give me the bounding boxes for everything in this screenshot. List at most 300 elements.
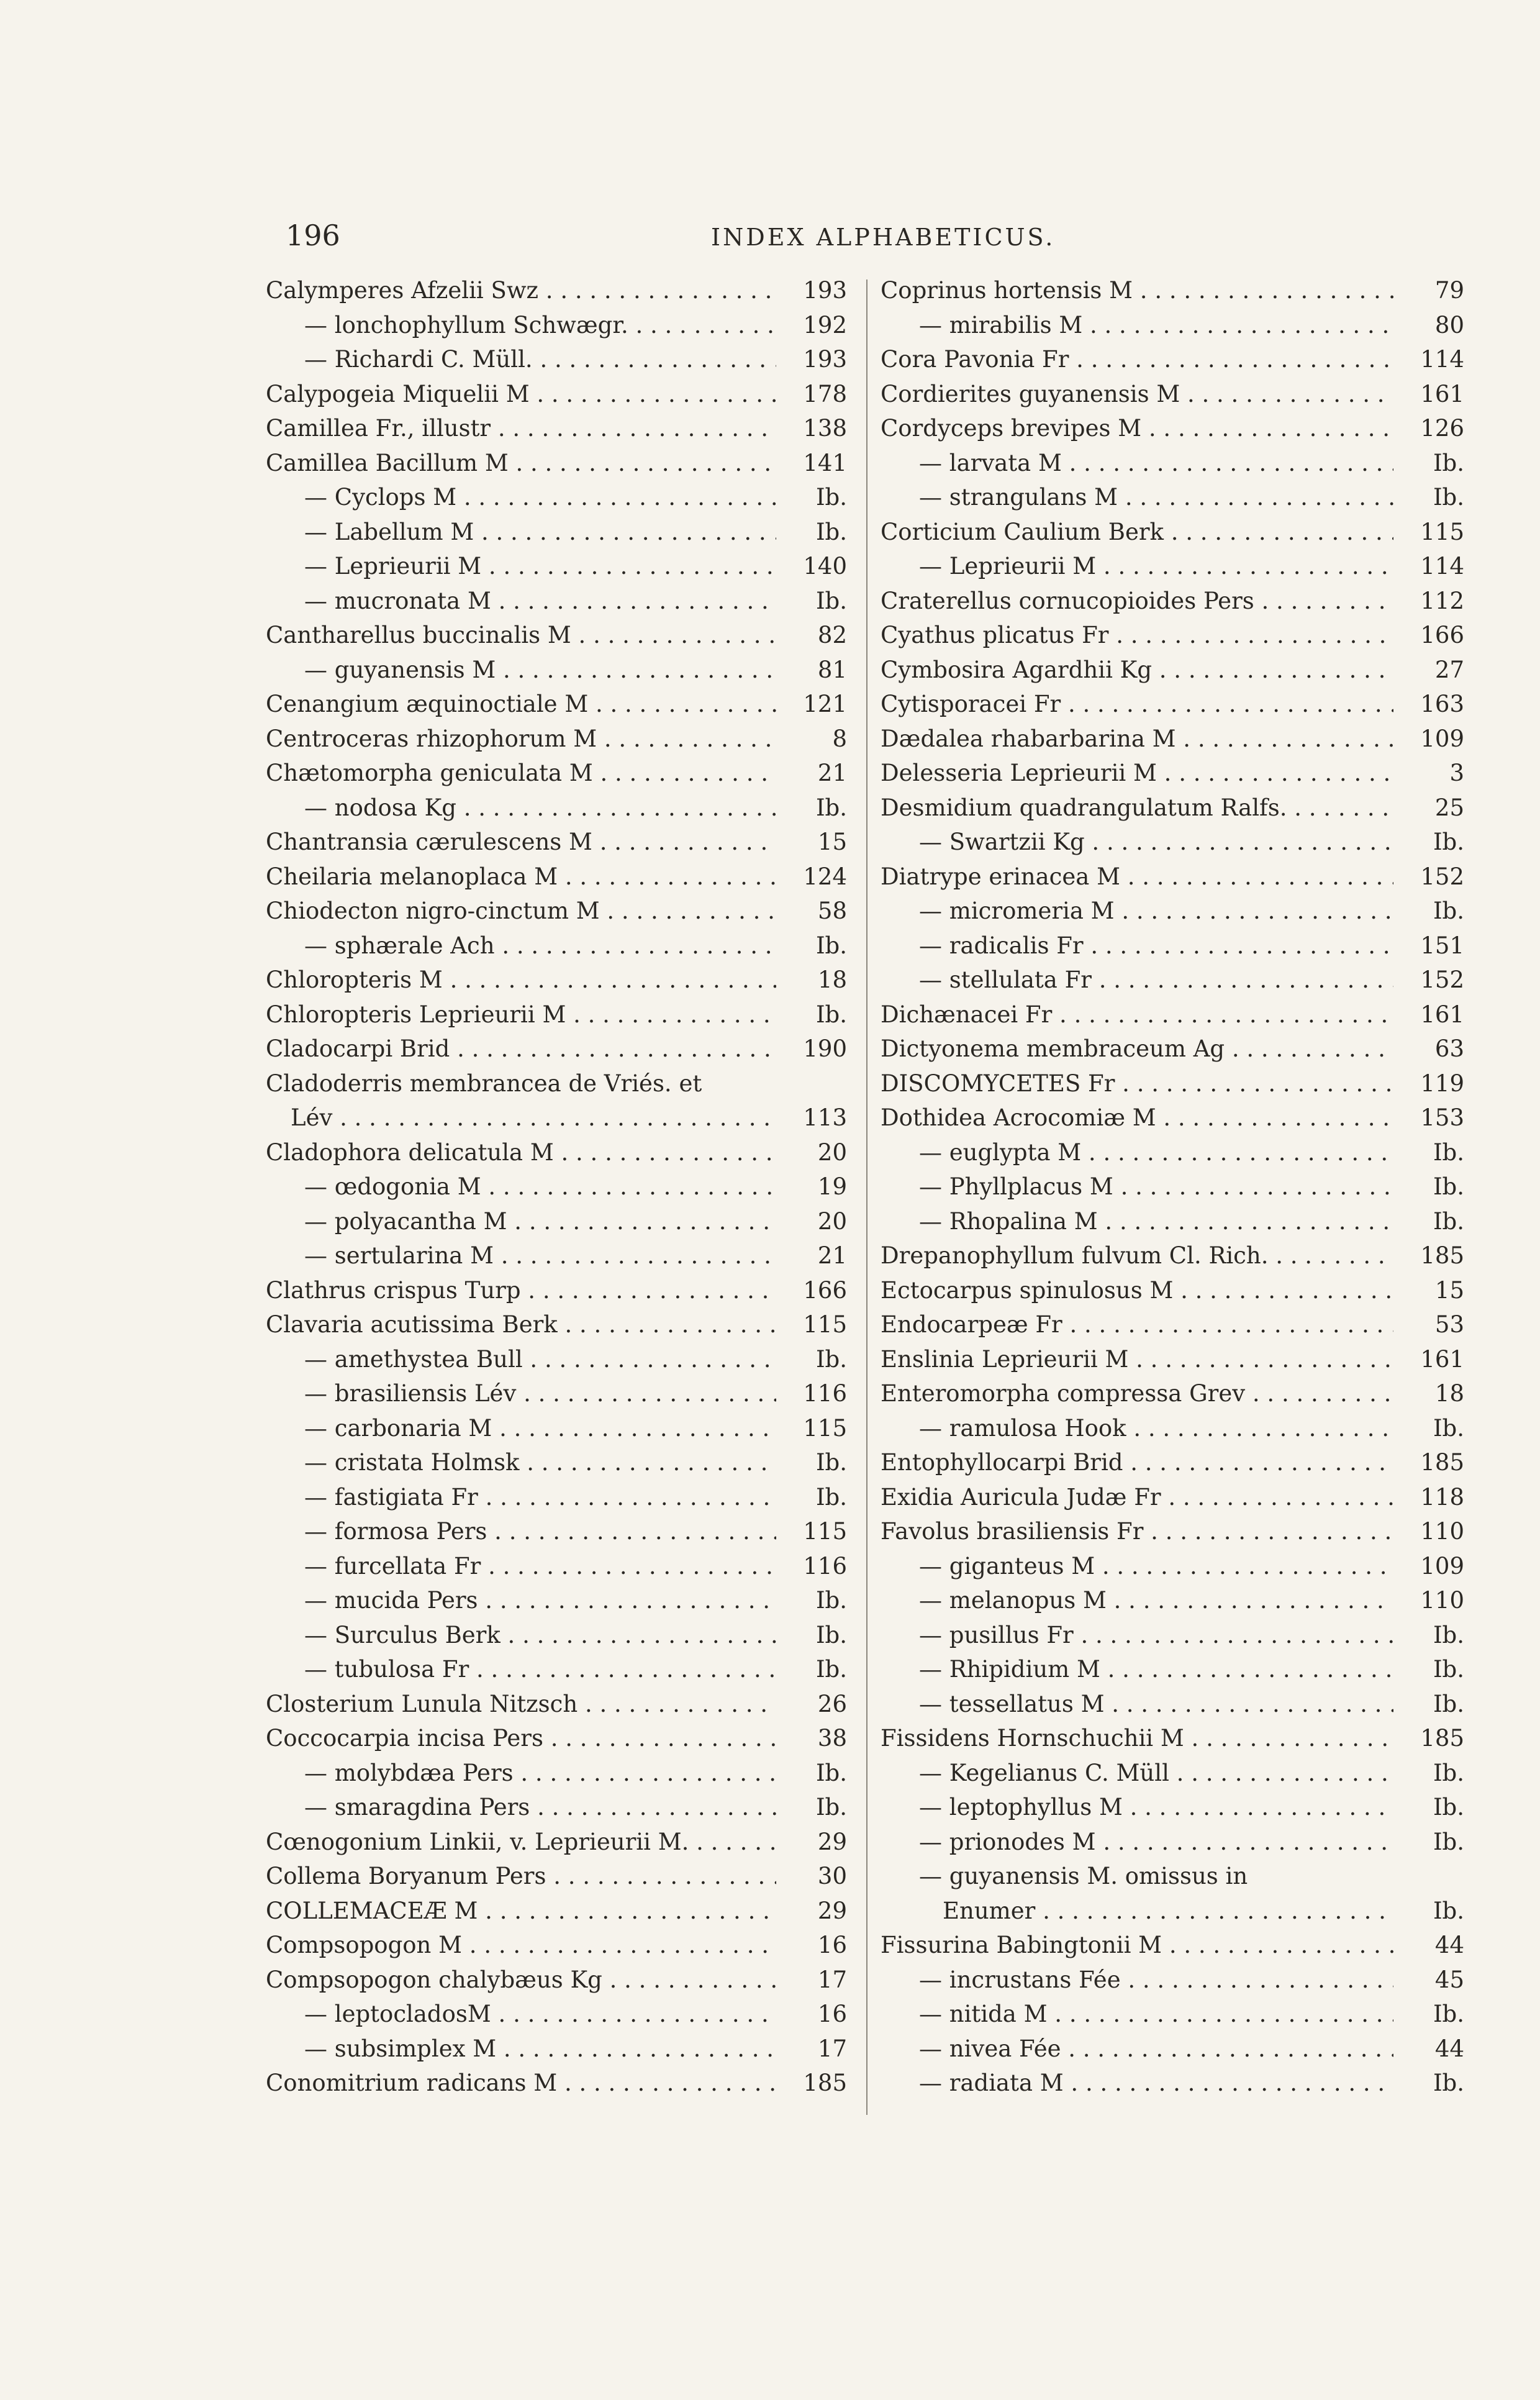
entry-page: 26 bbox=[817, 1690, 847, 1717]
index-entry bbox=[881, 446, 1464, 481]
entry-page: 44 bbox=[1434, 1932, 1464, 1958]
index-entry bbox=[881, 756, 1464, 791]
index-entry bbox=[881, 963, 1464, 998]
entry-name: — leptophyllus M . . . bbox=[881, 1790, 1393, 1825]
entry-name: — Cyclops M . . . bbox=[266, 480, 776, 515]
entry-page: 38 bbox=[817, 1725, 847, 1752]
entry-name: — pusillus Fr . . . bbox=[881, 1618, 1393, 1653]
entry-page: Ib. bbox=[1433, 1139, 1464, 1166]
entry-page: Ib. bbox=[815, 1483, 847, 1511]
entry-name: Cantharellus buccinalis M . . . bbox=[266, 618, 776, 653]
entry-page: 29 bbox=[817, 1828, 847, 1855]
entry-page: 21 bbox=[817, 760, 847, 786]
entry-page: 116 bbox=[803, 1552, 847, 1580]
entry-page: 190 bbox=[803, 1035, 847, 1062]
entry-name: Chætomorpha geniculata M . . . bbox=[266, 756, 776, 791]
entry-page: Ib. bbox=[815, 1656, 847, 1683]
index-entry bbox=[881, 653, 1464, 688]
index-entry bbox=[266, 1652, 847, 1687]
entry-page: 185 bbox=[1420, 1242, 1464, 1269]
index-entry bbox=[881, 1273, 1464, 1308]
index-entry bbox=[881, 342, 1464, 377]
index-entry bbox=[266, 411, 847, 446]
entry-page: 20 bbox=[817, 1207, 847, 1235]
entry-page: 30 bbox=[817, 1863, 847, 1889]
entry-page: Ib. bbox=[1433, 1759, 1464, 1786]
index-entry bbox=[881, 1583, 1464, 1618]
entry-page: 126 bbox=[1420, 415, 1464, 442]
entry-name: Camillea Fr., illustr . . . bbox=[266, 411, 776, 446]
entry-name: — guyanensis M . . . bbox=[266, 653, 776, 688]
column-divider bbox=[866, 280, 867, 2115]
entry-page: 25 bbox=[1434, 794, 1464, 821]
entry-name: COLLEMACEÆ M . . . bbox=[266, 1894, 776, 1929]
entry-name: Chiodecton nigro-cinctum M . . . bbox=[266, 894, 776, 929]
index-entry bbox=[266, 894, 847, 929]
entry-page: 8 bbox=[832, 725, 847, 752]
entry-name: Desmidium quadrangulatum Ralfs. . . . bbox=[881, 791, 1393, 825]
entry-name: Corticium Caulium Berk . . . bbox=[881, 515, 1393, 550]
index-entry bbox=[881, 1342, 1464, 1377]
index-entry bbox=[881, 1687, 1464, 1722]
entry-page: 121 bbox=[803, 691, 847, 717]
index-entry bbox=[881, 1756, 1464, 1791]
entry-name: — nitida M . . . bbox=[881, 1997, 1393, 2032]
entry-name: — sphærale Ach . . . bbox=[266, 929, 776, 963]
index-entry bbox=[266, 687, 847, 722]
entry-name: — mirabilis M . . . bbox=[881, 308, 1393, 343]
index-entry bbox=[266, 1411, 847, 1446]
index-entry bbox=[266, 273, 847, 308]
index-entry bbox=[881, 1411, 1464, 1446]
index-entry bbox=[266, 1342, 847, 1377]
index-entry bbox=[266, 963, 847, 998]
entry-page: 138 bbox=[803, 415, 847, 442]
index-entry bbox=[266, 929, 847, 963]
entry-name: — ramulosa Hook . . . bbox=[881, 1411, 1393, 1446]
entry-page: 152 bbox=[1420, 966, 1464, 993]
entry-page: 17 bbox=[817, 2035, 847, 2062]
entry-name: — prionodes M . . . bbox=[881, 1825, 1393, 1860]
entry-name: Cladophora delicatula M . . . bbox=[266, 1135, 776, 1170]
index-entry bbox=[881, 1204, 1464, 1239]
entry-name: — nivea Fée . . . bbox=[881, 2032, 1393, 2066]
entry-page: 140 bbox=[803, 553, 847, 580]
entry-name: — leptocladosM . . . bbox=[266, 1997, 776, 2032]
entry-page: 118 bbox=[1420, 1483, 1464, 1511]
index-entry bbox=[266, 2066, 847, 2101]
entry-name: Cladoderris membrancea de Vriés. et bbox=[266, 1070, 702, 1097]
entry-page: 161 bbox=[1420, 1001, 1464, 1028]
entry-page: Ib. bbox=[815, 587, 847, 614]
index-entry bbox=[266, 1790, 847, 1825]
index-entry bbox=[881, 1790, 1464, 1825]
entry-name: Chloropteris M . . . bbox=[266, 963, 776, 998]
index-entry bbox=[266, 1997, 847, 2032]
entry-name: — fastigiata Fr . . . bbox=[266, 1480, 776, 1515]
entry-name: Collema Boryanum Pers . . . bbox=[266, 1859, 776, 1894]
entry-name: — giganteus M . . . bbox=[881, 1549, 1393, 1584]
entry-page: 79 bbox=[1434, 277, 1464, 304]
entry-page: Ib. bbox=[1433, 484, 1464, 511]
index-entry bbox=[881, 860, 1464, 894]
entry-page: Ib. bbox=[1433, 1828, 1464, 1855]
page-title: INDEX ALPHABETICUS. bbox=[711, 224, 1056, 251]
entry-name: Diatrype erinacea M . . . bbox=[881, 860, 1393, 894]
entry-page: 113 bbox=[803, 1104, 847, 1131]
index-entry bbox=[881, 825, 1464, 860]
index-entry bbox=[266, 722, 847, 757]
entry-name: — smaragdina Pers . . . bbox=[266, 1790, 776, 1825]
index-entry bbox=[881, 998, 1464, 1032]
index-entry bbox=[881, 722, 1464, 757]
index-entry bbox=[881, 273, 1464, 308]
entry-name: — radicalis Fr . . . bbox=[881, 929, 1393, 963]
entry-name: Entophyllocarpi Brid . . . bbox=[881, 1445, 1393, 1480]
index-entry bbox=[266, 1032, 847, 1066]
entry-name: Dothidea Acrocomiæ M . . . bbox=[881, 1101, 1393, 1135]
entry-name: — carbonaria M . . . bbox=[266, 1411, 776, 1446]
index-entry bbox=[881, 1239, 1464, 1273]
entry-name: — Phyllplacus M . . . bbox=[881, 1170, 1393, 1204]
index-entry bbox=[266, 860, 847, 894]
entry-name: Coprinus hortensis M . . . bbox=[881, 273, 1393, 308]
entry-name: Cyathus plicatus Fr . . . bbox=[881, 618, 1393, 653]
entry-name: — cristata Holmsk . . . bbox=[266, 1445, 776, 1480]
entry-name: — molybdæa Pers . . . bbox=[266, 1756, 776, 1791]
entry-page: 119 bbox=[1420, 1070, 1464, 1097]
index-entry bbox=[266, 515, 847, 550]
index-entry bbox=[266, 1376, 847, 1411]
entry-name: Delesseria Leprieurii M . . . bbox=[881, 756, 1393, 791]
index-entry bbox=[266, 2032, 847, 2066]
entry-name: — Swartzii Kg . . . bbox=[881, 825, 1393, 860]
entry-name: — Richardi C. Müll. . . . bbox=[266, 342, 776, 377]
index-entry bbox=[881, 791, 1464, 825]
entry-page: Ib. bbox=[1433, 1414, 1464, 1442]
entry-page: 114 bbox=[1420, 346, 1464, 373]
index-entry bbox=[266, 480, 847, 515]
entry-name: Dictyonema membraceum Ag . . . bbox=[881, 1032, 1393, 1066]
entry-name: — lonchophyllum Schwægr. . . . bbox=[266, 308, 776, 343]
entry-page: Ib. bbox=[1433, 2070, 1464, 2096]
index-entry bbox=[266, 1066, 847, 1101]
entry-name: — Labellum M . . . bbox=[266, 515, 776, 550]
entry-page: Ib. bbox=[1433, 449, 1464, 476]
entry-name: — polyacantha M . . . bbox=[266, 1204, 776, 1239]
index-entry bbox=[266, 1549, 847, 1584]
entry-page: 115 bbox=[803, 1518, 847, 1545]
entry-name: Camillea Bacillum M . . . bbox=[266, 446, 776, 481]
index-entry bbox=[266, 1583, 847, 1618]
index-entry bbox=[881, 1376, 1464, 1411]
index-column-left bbox=[266, 273, 847, 2101]
entry-page: 114 bbox=[1420, 553, 1464, 580]
page-header bbox=[261, 219, 1434, 262]
entry-page: Ib. bbox=[1433, 1794, 1464, 1820]
index-entry bbox=[266, 1480, 847, 1515]
entry-page: 116 bbox=[803, 1380, 847, 1407]
entry-page: 20 bbox=[817, 1139, 847, 1166]
entry-page: 16 bbox=[817, 2001, 847, 2027]
index-entry bbox=[881, 411, 1464, 446]
entry-name: Ectocarpus spinulosus M . . . bbox=[881, 1273, 1393, 1308]
entry-name: Compsopogon chalybæus Kg . . . bbox=[266, 1963, 776, 1998]
entry-page: Ib. bbox=[815, 1759, 847, 1786]
entry-name: Cœnogonium Linkii, v. Leprieurii M. . . . bbox=[266, 1825, 776, 1860]
index-entry bbox=[881, 1549, 1464, 1584]
entry-page: 115 bbox=[1420, 518, 1464, 545]
entry-name: — mucronata M . . . bbox=[266, 584, 776, 619]
index-entry bbox=[266, 618, 847, 653]
index-entry bbox=[881, 1652, 1464, 1687]
entry-name: Fissurina Babingtonii M . . . bbox=[881, 1928, 1393, 1963]
entry-name: — Leprieurii M . . . bbox=[881, 549, 1393, 584]
entry-name: Closterium Lunula Nitzsch . . . bbox=[266, 1687, 776, 1722]
entry-name: Clavaria acutissima Berk . . . bbox=[266, 1307, 776, 1342]
index-entry bbox=[266, 1514, 847, 1549]
index-entry bbox=[266, 1307, 847, 1342]
entry-page: 185 bbox=[803, 2070, 847, 2096]
entry-name: DISCOMYCETES Fr . . . bbox=[881, 1066, 1393, 1101]
entry-name: Craterellus cornucopioides Pers . . . bbox=[881, 584, 1393, 619]
index-entry bbox=[881, 308, 1464, 343]
entry-name: Clathrus crispus Turp . . . bbox=[266, 1273, 776, 1308]
index-entry bbox=[266, 1273, 847, 1308]
entry-page: Ib. bbox=[815, 1587, 847, 1614]
index-entry bbox=[266, 825, 847, 860]
entry-name: Cheilaria melanoplaca M . . . bbox=[266, 860, 776, 894]
index-column-right bbox=[881, 273, 1464, 2101]
entry-name: Cordierites guyanensis M . . . bbox=[881, 377, 1393, 412]
entry-page: 192 bbox=[803, 311, 847, 339]
entry-page: Ib. bbox=[815, 518, 847, 545]
entry-name: — larvata M . . . bbox=[881, 446, 1393, 481]
entry-name: Conomitrium radicans M . . . bbox=[266, 2066, 776, 2101]
index-entry bbox=[266, 1445, 847, 1480]
entry-page: 15 bbox=[817, 829, 847, 855]
index-entry bbox=[266, 1928, 847, 1963]
entry-page: 16 bbox=[817, 1932, 847, 1958]
entry-page: 109 bbox=[1420, 725, 1464, 752]
entry-name: Lév . . . bbox=[266, 1101, 776, 1135]
entry-page: Ib. bbox=[1433, 1897, 1464, 1924]
entry-page: 185 bbox=[1420, 1449, 1464, 1476]
entry-name: Cytisporacei Fr . . . bbox=[881, 687, 1393, 722]
entry-page: 152 bbox=[1420, 863, 1464, 890]
entry-page: Ib. bbox=[815, 1001, 847, 1028]
entry-page: Ib. bbox=[1433, 898, 1464, 924]
index-entry bbox=[266, 549, 847, 584]
entry-name: — Rhopalina M . . . bbox=[881, 1204, 1393, 1239]
index-entry bbox=[881, 377, 1464, 412]
page-number: 196 bbox=[286, 219, 340, 252]
index-entry bbox=[266, 756, 847, 791]
entry-name: — incrustans Fée . . . bbox=[881, 1963, 1393, 1998]
index-entry bbox=[881, 1928, 1464, 1963]
index-entry bbox=[881, 2066, 1464, 2101]
entry-name: Enumer . . . bbox=[881, 1894, 1393, 1929]
entry-name: Drepanophyllum fulvum Cl. Rich. . . . bbox=[881, 1239, 1393, 1273]
entry-name: — micromeria M . . . bbox=[881, 894, 1393, 929]
entry-name: — melanopus M . . . bbox=[881, 1583, 1393, 1618]
entry-name: Enslinia Leprieurii M . . . bbox=[881, 1342, 1393, 1377]
entry-name: Fissidens Hornschuchii M . . . bbox=[881, 1721, 1393, 1756]
index-entry bbox=[881, 1480, 1464, 1515]
index-entry bbox=[266, 1204, 847, 1239]
entry-page: Ib. bbox=[815, 932, 847, 959]
entry-page: Ib. bbox=[815, 484, 847, 511]
index-entry bbox=[266, 1859, 847, 1894]
entry-page: 185 bbox=[1420, 1725, 1464, 1752]
entry-name: Cora Pavonia Fr . . . bbox=[881, 342, 1393, 377]
index-entry bbox=[266, 308, 847, 343]
entry-page: Ib. bbox=[1433, 1173, 1464, 1200]
index-entry bbox=[881, 929, 1464, 963]
index-entry bbox=[266, 584, 847, 619]
entry-name: Exidia Auricula Judæ Fr . . . bbox=[881, 1480, 1393, 1515]
entry-page: 161 bbox=[1420, 1345, 1464, 1373]
entry-page: Ib. bbox=[815, 1449, 847, 1476]
entry-page: 82 bbox=[817, 622, 847, 648]
index-entry bbox=[881, 480, 1464, 515]
entry-page: 18 bbox=[817, 966, 847, 993]
entry-name: Coccocarpia incisa Pers . . . bbox=[266, 1721, 776, 1756]
index-entry bbox=[881, 1101, 1464, 1135]
index-entry bbox=[881, 2032, 1464, 2066]
entry-name: Favolus brasiliensis Fr . . . bbox=[881, 1514, 1393, 1549]
entry-name: Calypogeia Miquelii M . . . bbox=[266, 377, 776, 412]
entry-page: 166 bbox=[803, 1276, 847, 1304]
entry-name: — stellulata Fr . . . bbox=[881, 963, 1393, 998]
entry-page: 21 bbox=[817, 1242, 847, 1269]
index-entry bbox=[881, 687, 1464, 722]
index-entry bbox=[881, 1618, 1464, 1653]
entry-page: Ib. bbox=[1433, 1690, 1464, 1717]
entry-page: 44 bbox=[1434, 2035, 1464, 2062]
entry-name: Cladocarpi Brid . . . bbox=[266, 1032, 776, 1066]
entry-page: 151 bbox=[1420, 932, 1464, 959]
index-entry bbox=[266, 1963, 847, 1998]
entry-page: 63 bbox=[1434, 1035, 1464, 1062]
entry-page: 115 bbox=[803, 1311, 847, 1338]
entry-name: — mucida Pers . . . bbox=[266, 1583, 776, 1618]
index-entry bbox=[266, 1894, 847, 1929]
entry-name: Dichænacei Fr . . . bbox=[881, 998, 1393, 1032]
entry-name: — nodosa Kg . . . bbox=[266, 791, 776, 825]
entry-page: 153 bbox=[1420, 1104, 1464, 1131]
entry-name: — amethystea Bull . . . bbox=[266, 1342, 776, 1377]
entry-page: 19 bbox=[817, 1173, 847, 1200]
entry-page: Ib. bbox=[815, 1345, 847, 1373]
entry-name: — strangulans M . . . bbox=[881, 480, 1393, 515]
index-entry bbox=[881, 1445, 1464, 1480]
entry-page: 178 bbox=[803, 380, 847, 407]
index-entry bbox=[881, 1894, 1464, 1929]
entry-page: 161 bbox=[1420, 380, 1464, 407]
entry-page: Ib. bbox=[1433, 1621, 1464, 1648]
index-entry bbox=[881, 515, 1464, 550]
entry-name: — Rhipidium M . . . bbox=[881, 1652, 1393, 1687]
entry-page: 141 bbox=[803, 449, 847, 476]
entry-name: Enteromorpha compressa Grev . . . bbox=[881, 1376, 1393, 1411]
index-entry bbox=[266, 377, 847, 412]
index-entry bbox=[266, 1687, 847, 1722]
entry-name: — Surculus Berk . . . bbox=[266, 1618, 776, 1653]
entry-page: 112 bbox=[1420, 587, 1464, 614]
entry-page: 29 bbox=[817, 1897, 847, 1924]
entry-name: Cymbosira Agardhii Kg . . . bbox=[881, 653, 1393, 688]
entry-name: — euglypta M . . . bbox=[881, 1135, 1393, 1170]
entry-name: — sertularina M . . . bbox=[266, 1239, 776, 1273]
index-entry bbox=[881, 894, 1464, 929]
entry-page: Ib. bbox=[815, 794, 847, 821]
index-entry bbox=[266, 1135, 847, 1170]
entry-page: Ib. bbox=[815, 1621, 847, 1648]
entry-page: Ib. bbox=[1433, 1207, 1464, 1235]
entry-name: — Kegelianus C. Müll . . . bbox=[881, 1756, 1393, 1791]
index-entry bbox=[881, 1170, 1464, 1204]
entry-page: Ib. bbox=[1433, 1656, 1464, 1683]
entry-page: 81 bbox=[817, 656, 847, 683]
entry-page: 193 bbox=[803, 277, 847, 304]
entry-name: — furcellata Fr . . . bbox=[266, 1549, 776, 1584]
index-entry bbox=[266, 791, 847, 825]
index-entry bbox=[266, 1618, 847, 1653]
entry-page: 110 bbox=[1420, 1518, 1464, 1545]
entry-page: 110 bbox=[1420, 1587, 1464, 1614]
entry-page: 53 bbox=[1434, 1311, 1464, 1338]
index-entry bbox=[266, 1721, 847, 1756]
index-entry bbox=[266, 342, 847, 377]
entry-page: 166 bbox=[1420, 622, 1464, 648]
entry-name: Dædalea rhabarbarina M . . . bbox=[881, 722, 1393, 757]
index-entry bbox=[881, 1859, 1464, 1894]
index-entry bbox=[881, 584, 1464, 619]
entry-name: — Leprieurii M . . . bbox=[266, 549, 776, 584]
index-entry bbox=[266, 1239, 847, 1273]
entry-page: 80 bbox=[1434, 311, 1464, 339]
index-entry bbox=[266, 653, 847, 688]
entry-page: 15 bbox=[1434, 1276, 1464, 1304]
entry-name: — formosa Pers . . . bbox=[266, 1514, 776, 1549]
entry-page: 18 bbox=[1434, 1380, 1464, 1407]
entry-name: Cordyceps brevipes M . . . bbox=[881, 411, 1393, 446]
index-entry bbox=[881, 1066, 1464, 1101]
entry-name: — brasiliensis Lév . . . bbox=[266, 1376, 776, 1411]
entry-page: Ib. bbox=[815, 1794, 847, 1820]
index-entry bbox=[881, 1514, 1464, 1549]
entry-page: 109 bbox=[1420, 1552, 1464, 1580]
entry-name: Chloropteris Leprieurii M . . . bbox=[266, 998, 776, 1032]
index-entry bbox=[881, 1997, 1464, 2032]
index-entry bbox=[881, 1307, 1464, 1342]
entry-name: — tubulosa Fr . . . bbox=[266, 1652, 776, 1687]
entry-page: Ib. bbox=[1433, 829, 1464, 855]
index-entry bbox=[881, 1825, 1464, 1860]
index-entry bbox=[881, 1963, 1464, 1998]
entry-name: — œdogonia M . . . bbox=[266, 1170, 776, 1204]
entry-name: Endocarpeæ Fr . . . bbox=[881, 1307, 1393, 1342]
index-entry bbox=[881, 618, 1464, 653]
entry-page: 45 bbox=[1434, 1966, 1464, 1993]
entry-name: — subsimplex M . . . bbox=[266, 2032, 776, 2066]
entry-name: — guyanensis M. omissus in bbox=[919, 1863, 1248, 1889]
entry-page: 115 bbox=[803, 1414, 847, 1442]
entry-page: 3 bbox=[1449, 760, 1464, 786]
entry-page: 124 bbox=[803, 863, 847, 890]
entry-page: 27 bbox=[1434, 656, 1464, 683]
